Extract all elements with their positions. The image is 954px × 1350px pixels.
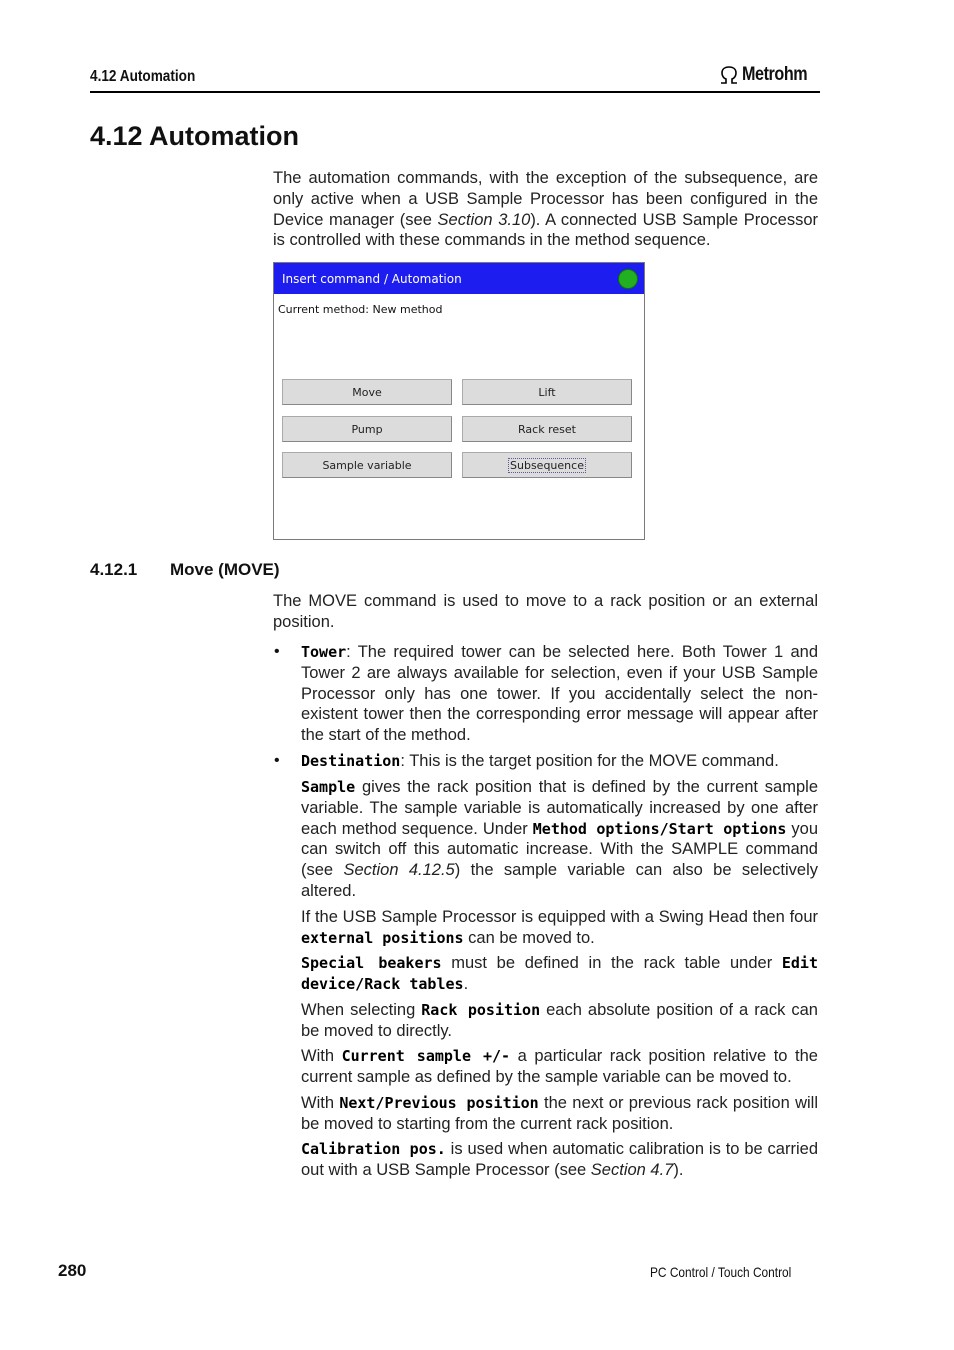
next-previous-paragraph [301, 1093, 818, 1135]
section-ref: Section 4.12.5 [343, 861, 455, 880]
current-method-label: Current method: New method [278, 303, 443, 316]
intro-text: The automation commands, with the exception of the subsequence, are only active when a USB Sample Processor has been configured in the Device manager (see [273, 169, 818, 229]
rack-reset-button[interactable] [462, 416, 632, 442]
page-number: 280 [58, 1261, 87, 1280]
pump-button[interactable] [282, 416, 452, 442]
special-beakers-paragraph [301, 953, 818, 995]
calib-text: ). [673, 1160, 684, 1179]
sample-text: ) the sample variable can also be selectively altered. [301, 861, 818, 900]
running-header-section: 4.12 Automation [90, 68, 196, 85]
sample-variable-button[interactable] [282, 452, 452, 478]
sample-variable-button-label: Sample variable [322, 458, 412, 472]
calib-text: is used when automatic calibration is to be carried out with a USB Sample Processor (see [301, 1140, 818, 1179]
bullet-icon: • [274, 752, 280, 769]
sample-text: you can switch off this automatic increase. With the SAMPLE command (see [301, 819, 818, 880]
rack-reset-button-label: Rack reset [518, 422, 576, 436]
swing-head-paragraph [301, 907, 818, 949]
nextprev-text: With [301, 1094, 340, 1112]
destination-text: : This is the target position for the MOVE command. [400, 752, 779, 770]
sample-paragraph [301, 777, 818, 902]
destination-item [301, 751, 818, 772]
external-positions-keyword: external positions [301, 928, 464, 947]
current-sample-paragraph [301, 1046, 818, 1088]
calibration-keyword: Calibration pos. [301, 1140, 446, 1158]
rack-position-keyword: Rack position [421, 1001, 541, 1019]
intro-paragraph [273, 168, 818, 251]
edit-device-keyword: Edit device/Rack tables [301, 954, 818, 993]
swing-text: can be moved to. [463, 928, 595, 947]
intro-text: ). A connected USB Sample Processor is controlled with these commands in the method sequence. [273, 210, 818, 250]
insert-command-dialog [273, 262, 645, 540]
tower-item [301, 642, 818, 746]
current-text: With [301, 1047, 342, 1065]
bullet-icon: • [274, 643, 280, 660]
brand-logo [718, 64, 819, 86]
section-ref: Section 4.7 [590, 1160, 674, 1179]
move-button[interactable] [282, 379, 452, 405]
subsection-number: 4.12.1 [90, 560, 138, 579]
dialog-title-bar [274, 263, 644, 294]
move-intro-paragraph: The MOVE command is used to move to a rack position or an external position. [273, 592, 818, 631]
sample-keyword: Sample [301, 778, 356, 796]
special-text: must be defined in the rack table under [441, 954, 782, 972]
subsection-heading [90, 560, 280, 580]
brand-name: Metrohm [742, 64, 808, 85]
subsequence-button[interactable] [462, 452, 632, 478]
metrohm-logo-icon [718, 65, 740, 85]
status-led-icon [618, 269, 638, 289]
pump-button-label: Pump [351, 422, 383, 436]
rack-position-paragraph [301, 1000, 818, 1042]
current-sample-keyword: Current sample +/- [341, 1047, 511, 1065]
dialog-title: Insert command / Automation [282, 271, 462, 286]
method-options-keyword: Method options/Start options [532, 819, 787, 838]
tower-keyword: Tower [301, 643, 347, 661]
subsequence-button-label: Subsequence [510, 458, 584, 472]
tower-text: : The required tower can be selected here. Both Tower 1 and Tower 2 are always available for selection, even if your USB Sample Processor only has one tower. If you accidentally select the non-existent tower then the corresponding error message will appear after the start of the method. [301, 643, 818, 745]
footer-product: PC Control / Touch Control [650, 1264, 792, 1280]
move-button-label: Move [352, 385, 382, 399]
subsection-title: Move (MOVE) [170, 560, 280, 579]
section-ref: Section 3.10 [437, 210, 531, 229]
destination-keyword: Destination [301, 752, 401, 770]
calibration-paragraph [301, 1139, 818, 1181]
current-text: a particular rack position relative to the current sample as defined by the sample variable can be moved to. [301, 1047, 818, 1086]
special-beakers-keyword: Special beakers [301, 954, 442, 972]
page-title: 4.12 Automation [90, 121, 300, 151]
lift-button[interactable] [462, 379, 632, 405]
rackpos-text: each absolute position of a rack can be moved to directly. [301, 1001, 818, 1040]
next-previous-keyword: Next/Previous position [339, 1094, 539, 1112]
special-text: . [463, 974, 469, 993]
swing-text: If the USB Sample Processor is equipped with a Swing Head then four [301, 908, 818, 926]
rackpos-text: When selecting [301, 1001, 422, 1019]
lift-button-label: Lift [538, 385, 556, 399]
sample-text: gives the rack position that is defined by the current sample variable. The sample variable is automatically increased by one after each method sequence. Under [301, 778, 818, 838]
header-rule [90, 91, 820, 93]
nextprev-text: the next or previous rack position will be moved to starting from the current rack position. [301, 1094, 818, 1133]
